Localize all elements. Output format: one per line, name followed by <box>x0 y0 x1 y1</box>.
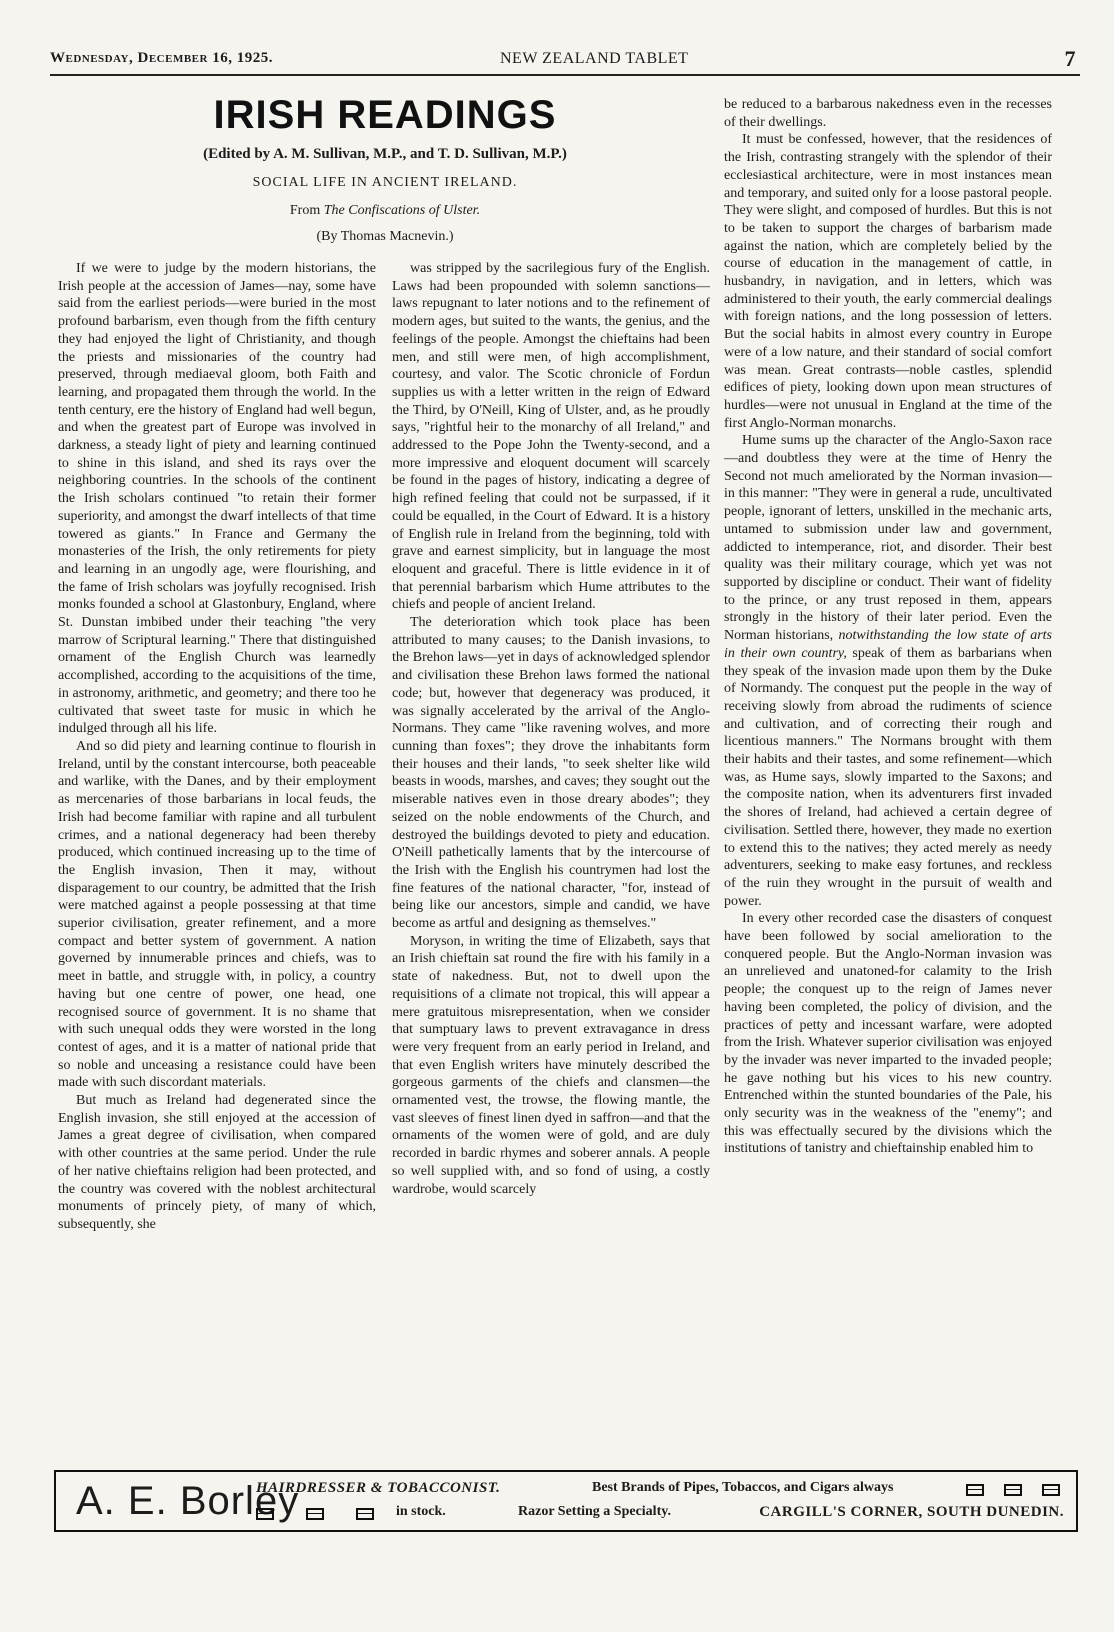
advert-address: CARGILL'S CORNER, SOUTH DUNEDIN. <box>759 1504 1064 1520</box>
box-ornament <box>256 1508 274 1520</box>
paragraph: The deterioration which took place has been attributed to many causes; to the Danish invasions, to the Brehon laws—yet in days of acknowledged splendor and civilisation these Brehon laws formed the national code; but, however that degeneracy was produced, it was signally accelerated by the arrival of the Anglo-Normans. They came "like ravening wolves, and more cunning than foxes"; they drove the inhabitants form their houses and their lands, "to seek shelter like wild beasts in woods, marshes, and caves; they sought out the miserable natives even in those dreary abodes"; they seized on the noble endowments of the Church, and destroyed the buildings devoted to piety and education. O'Neill pathetically laments that by the intercourse of the Irish with the English his countrymen had lost the fine features of the national character, "for, instead of being like our ancestors, simple and candid, we have become as artful and designing as themselves." <box>392 615 710 932</box>
page-number: 7 <box>1064 46 1076 71</box>
italic-quote: notwithstanding the low state of arts in their own country, <box>724 628 1053 661</box>
article-heading <box>50 92 720 245</box>
advert-brands: Best Brands of Pipes, Tobaccos, and Cigars always <box>592 1480 894 1495</box>
box-ornament <box>1042 1484 1060 1496</box>
paragraph: In every other recorded case the disasters of conquest have been followed by social amelioration to the conquered people. But the Anglo-Norman invasion was an unrelieved and unatoned-for calamity to the Irish people; the conquest up to the reign of James never having been completed, the policy of division, and the practices of petty and incessant warfare, were adopted from the Irish. Whatever superior civilisation was enjoyed by the invader was never imparted to the invaded people; he gave nothing but his vices to his new country. Entrenched within the stunted boundaries of the Pale, his only security was in the weakness of the "enemy"; and this was effectually secured by the divisions which the institutions of tanistry and chieftainship enabled him to <box>724 911 1052 1157</box>
box-ornament <box>356 1508 374 1520</box>
section-title: SOCIAL LIFE IN ANCIENT IRELAND. <box>252 175 518 190</box>
advertisement <box>54 1470 1078 1532</box>
paragraph: But much as Ireland had degenerated since the English invasion, she still enjoyed at the accession of James a great degree of civilisation, when compared with other countries at the same period. Under the rule of her native chieftains religion had been protected, and the country was covered with the noblest architectural monuments of princely piety, of many of which, subsequently, she <box>58 1093 376 1232</box>
paragraph-text: Hume sums up the character of the Anglo-Saxon race—and doubtless they were at the time of Henry the Second not much ameliorated by the Norman invasion—in this manner: "They were in general a rude, uncultivated people, ignorant of letters, unskilled in the mechanic arts, untamed to submission under law and government, addicted to intemperance, riot, and disorder. Their best quality was their military courage, which yet was not supported by discipline or conduct. Their want of fidelity to the prince, or any trust reposed in them, appears strongly in the history of their later period. Even the Norman historians, <box>724 433 1052 644</box>
paragraph: And so did piety and learning continue to flourish in Ireland, until by the constant intercourse, both peaceable and warlike, with the Danes, and by their employment as mercenaries of those barbarians in local feuds, the Irish had become familiar with rapine and all turbulent crimes, and a national degeneracy had been thereby produced, which continued increasing up to the time of the English invasion, Then it may, without disparagement to our country, be admitted that the Irish were matched against a people possessing at that time superior civilisation, greater refinement, and a more compact and better system of government. A nation governed by innumerable princes and chiefs, was to meet in battle, and struggle with, in policy, a country having but one centre of power, one head, one recognised source of government. It is no shame that with such unequal odds they were worsted in the long contest of ages, and it is a matter of national pride that so noble and unceasing a resistance could have been made with such discordant materials. <box>58 738 376 1091</box>
byline: (By Thomas Macnevin.) <box>316 229 454 244</box>
text-column-3 <box>724 96 1052 1158</box>
paragraph-text: speak of them as barbarians when they speak of the invasion made upon them by the Duke of Normandy. The conquest put the people in the way of receiving slowly from abroad the rudiments of science and cultivation, and of correcting their rough and licentious manners." The Normans brought with them their habits and their tastes, and some refinement—which was, as Hume says, slowly imparted to the Saxons; and the composite nation, when its adventurers first invaded the shores of Ireland, had achieved a certain degree of civilisation. Settled there, however, they made no exertion to extend this to the natives; they acted merely as needy adventurers, seeking to make easy fortunes, and reckless of the ruin they wrought in the pursuit of wealth and power. <box>724 645 1053 909</box>
paragraph: was stripped by the sacrilegious fury of the English. Laws had been propounded with solemn sanctions—laws repugnant to later notions and to the refinement of modern ages, but suited to the wants, the genius, and the feelings of the people. Amongst the chieftains had been men, and still were men, of high accomplishment, courtesy, and valor. The Scotic chronicle of Fordun supplies us with a letter written in the reign of Edward the Third, by O'Neill, King of Ulster, and, as he proudly says, "rightful heir to the monarchy of all Ireland," and addressed to the Pope John the Twenty-second, and a more impressive and eloquent document will scarcely be found in the pages of history, indicating a degree of high refined feeling that could not be surpassed, if it could be equalled, in the Court of Edward. It is a history of English rule in Ireland from the beginning, told with grave and earnest simplicity, but in language the most eloquent and graceful. There is little evidence in it of that perennial barbarism which Hume attributes to the chiefs and people of ancient Ireland. <box>392 261 710 613</box>
page-header <box>50 46 1080 76</box>
advertiser-trade: HAIRDRESSER & TOBACCONIST. <box>256 1480 501 1496</box>
box-ornament <box>966 1484 984 1496</box>
paragraph: If we were to judge by the modern historians, the Irish people at the accession of James—nay, some have said from the earliest periods—were buried in the most profound barbarism, even though from the fifth century they had enjoyed the light of Christianity, and though the priests and missionaries of the country had preserved, through mediaeval gloom, both Faith and learning, and propagated them through the world. In the tenth century, ere the history of England had well begun, and when the greatest part of Europe was involved in darkness, a steady light of piety and learning continued to shine in this island, and shed its rays over the neighboring countries. In the schools of the continent the Irish scholars continued "to retain their former superiority, and amongst the dwarf intellects of that time towered as giants." In France and Germany the monasteries of the Irish, the only retirements for piety and learning in an ungodly age, were flourishing, and the fame of Irish scholars was joyfully recognised. Irish monks founded a school at Glastonbury, England, where St. Dunstan imbibed under their teaching "the very marrow of Scriptural learning." There that distinguished ornament of the English Church was learnedly accomplished, according to the acquisitions of the time, in astronomy, arithmetic, and geometry; and there too he cultivated that sweet taste for music in which he indulged through all his life. <box>58 261 376 737</box>
paragraph: It must be confessed, however, that the residences of the Irish, contrasting strangely with the splendor of their ecclesiastical architecture, were in most instances mean and temporary, and suited only for a loose pastoral people. They were slight, and composed of hurdles. But this is not to be taken to support the charges of barbarism made against the nation, which are completely belied by the course of education in the management of cattle, in husbandry, in navigation, and in letters, which was administered to their youth, the early commercial dealings with foreign nations, and the long possession of letters. But the social habits in almost every country in Europe were of a low nature, and their standard of social comfort was mean. Great contrasts—noble castles, splendid edifices of piety, looking down upon mean structures of hurdles—were not unusual in England at the time of the first Anglo-Norman monarchs. <box>724 132 1052 431</box>
box-ornament <box>306 1508 324 1520</box>
text-column-1 <box>58 260 376 1234</box>
source-title: The Confiscations of Ulster. <box>323 203 481 218</box>
paragraph <box>724 432 1052 910</box>
newspaper-title: NEW ZEALAND TABLET <box>500 50 689 67</box>
article-editors: (Edited by A. M. Sullivan, M.P., and T. D. Sullivan, M.P.) <box>203 146 567 162</box>
paragraph: Moryson, in writing the time of Elizabeth, says that an Irish chieftain sat round the fire with his family in a state of nakedness. But, not to dwell upon the requisitions of a climate not tropical, this will appear a mere gratuitous misrepresentation, when we consider that sumptuary laws to prevent extravagance in dress were very frequent from an early period in Ireland, and that even English writers have minutely described the gorgeous garments of the chiefs and clansmen—the ornamented vest, the trowse, the flowing mantle, the vast sleeves of finest linen dyed in saffron—and that the ornaments of the women were of gold, and are duly recorded in bardic rhymes and soberer annals. A people so well supplied with, and so fond of using, a costly wardrobe, would scarcely <box>392 933 710 1197</box>
source-prefix: From <box>289 203 321 218</box>
text-column-2 <box>392 260 710 1198</box>
source-line <box>50 203 720 219</box>
paragraph: be reduced to a barbarous nakedness even in the recesses of their dwellings. <box>724 97 1052 130</box>
box-ornament <box>1004 1484 1022 1496</box>
issue-date: Wednesday, December 16, 1925. <box>50 50 273 66</box>
advertiser-name: A. E. Borley <box>76 1479 300 1523</box>
advert-razor: Razor Setting a Specialty. <box>518 1504 671 1519</box>
article-title: IRISH READINGS <box>213 93 557 137</box>
advert-stock: in stock. <box>396 1504 446 1519</box>
